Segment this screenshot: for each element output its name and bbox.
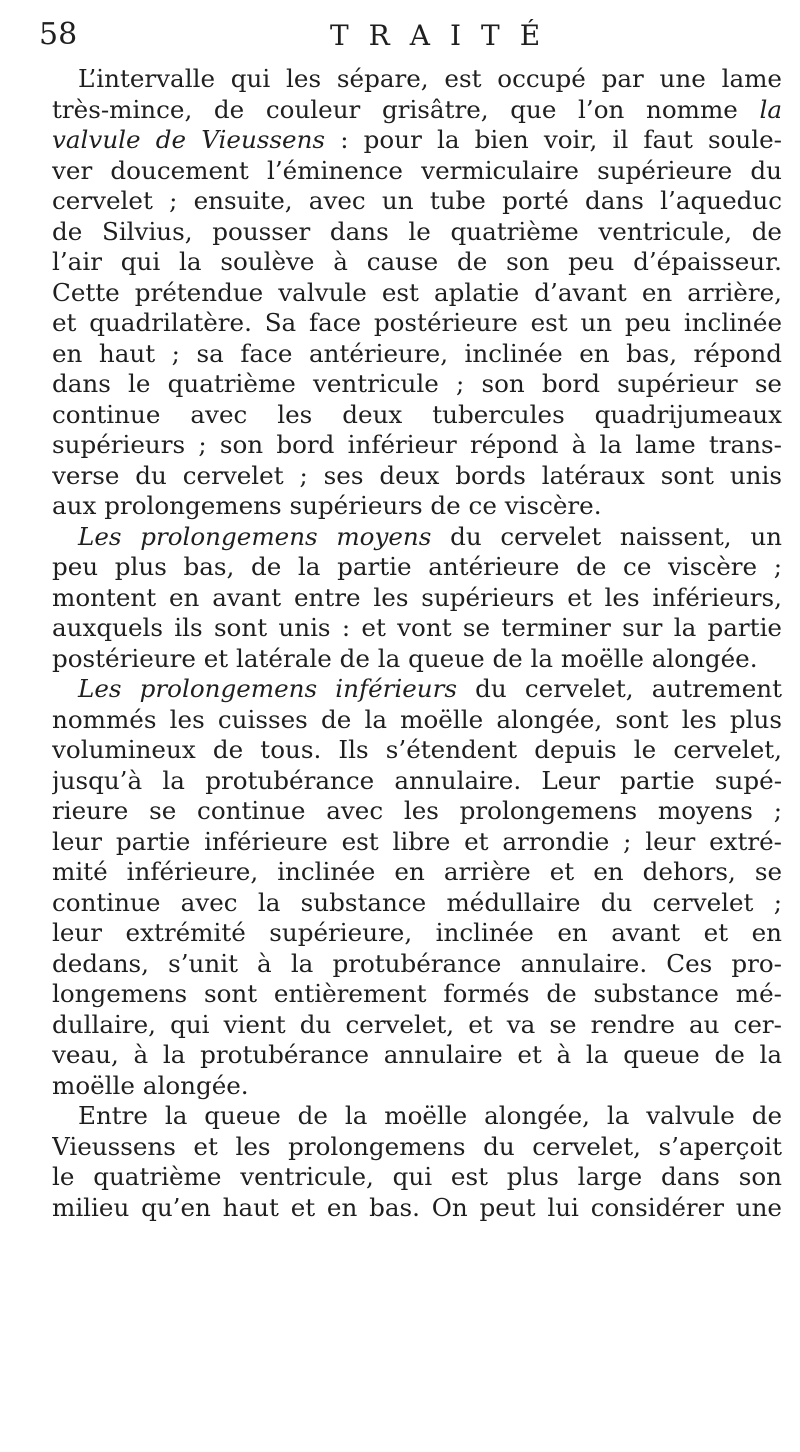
text-line: dans le quatrième ventricule ; son bord supérieur se bbox=[52, 369, 782, 398]
text-line: très-mince, de couleur grisâtre, que l’on nomme la bbox=[52, 94, 782, 124]
text-line: verse du cervelet ; ses deux bords latéraux sont unis bbox=[52, 460, 782, 490]
text-line: l’air qui la soulève à cause de son peu d’épaisseur. bbox=[52, 247, 782, 276]
text-line: veau, à la protubérance annulaire et à la queue de la bbox=[52, 1040, 782, 1069]
italic-term: Les prolongemens moyens bbox=[78, 521, 432, 551]
text-line: aux prolongemens supérieurs de ce viscère. bbox=[52, 491, 602, 520]
body-text bbox=[52, 64, 782, 1223]
text-line: le quatrième ventricule, qui est plus large dans son bbox=[52, 1162, 782, 1191]
italic-term: la bbox=[759, 94, 782, 124]
text-line: et quadrilatère. Sa face postérieure est un peu inclinée bbox=[52, 308, 782, 337]
text-line: peu plus bas, de la partie antérieure de ce viscère ; bbox=[52, 552, 782, 581]
text-line: valvule de Vieussens : pour la bien voir, il faut soule- bbox=[52, 125, 782, 154]
page-number: 58 bbox=[39, 17, 78, 52]
text-line: montent en avant entre les supérieurs et les inférieurs, bbox=[52, 582, 782, 612]
text-line: Les prolongemens inférieurs du cervelet, autrement bbox=[78, 674, 782, 703]
text-line: moëlle alongée. bbox=[52, 1070, 249, 1100]
text-line: L’intervalle qui les sépare, est occupé par une lame bbox=[78, 64, 782, 93]
paragraph bbox=[52, 64, 782, 522]
text-line: volumineux de tous. Ils s’étendent depuis le cervelet, bbox=[52, 735, 782, 764]
running-title: TRAITÉ bbox=[330, 19, 561, 52]
text-line: auxquels ils sont unis : et vont se terminer sur la partie bbox=[52, 613, 782, 642]
paragraph bbox=[52, 674, 782, 1101]
text-line: supérieurs ; son bord inférieur répond à la lame trans- bbox=[52, 430, 782, 459]
text-line: leur extrémité supérieure, inclinée en avant et en bbox=[52, 918, 782, 947]
text-line: Les prolongemens moyens du cervelet naissent, un bbox=[78, 521, 782, 551]
text-line: ver doucement l’éminence vermiculaire supérieure du bbox=[52, 155, 782, 185]
text-line: longemens sont entièrement formés de substance mé- bbox=[52, 979, 782, 1008]
text-line: Cette prétendue valvule est aplatie d’avant en arrière, bbox=[52, 277, 782, 307]
text-line: milieu qu’en haut et en bas. On peut lui considérer une bbox=[52, 1192, 782, 1222]
italic-term: valvule de Vieussens bbox=[52, 125, 326, 154]
text-line: dedans, s’unit à la protubérance annulaire. Ces pro- bbox=[52, 948, 782, 978]
text-line: en haut ; sa face antérieure, inclinée en bas, répond bbox=[52, 338, 782, 368]
text-line: cervelet ; ensuite, avec un tube porté dans l’aqueduc bbox=[52, 186, 782, 215]
text-line: continue avec les deux tubercules quadrijumeaux bbox=[52, 399, 782, 429]
text-line: continue avec la substance médullaire du cervelet ; bbox=[52, 887, 782, 917]
text-line: nommés les cuisses de la moëlle alongée, sont les plus bbox=[52, 704, 782, 734]
text-line: Vieussens et les prolongemens du cervelet, s’aperçoit bbox=[52, 1131, 782, 1161]
paragraph bbox=[52, 522, 782, 675]
text-line: jusqu’à la protubérance annulaire. Leur partie supé- bbox=[52, 765, 782, 795]
text-line: postérieure et latérale de la queue de la moëlle alongée. bbox=[52, 643, 758, 673]
text-line: rieure se continue avec les prolongemens moyens ; bbox=[52, 796, 782, 825]
paragraph bbox=[52, 1101, 782, 1223]
text-line: de Silvius, pousser dans le quatrième ventricule, de bbox=[52, 216, 782, 246]
text-line: leur partie inférieure est libre et arrondie ; leur extré- bbox=[52, 826, 782, 856]
text-line: Entre la queue de la moëlle alongée, la valvule de bbox=[78, 1101, 782, 1130]
text-line: dullaire, qui vient du cervelet, et va se rendre au cer- bbox=[52, 1009, 782, 1039]
italic-term: Les prolongemens inférieurs bbox=[78, 674, 458, 703]
text-line: mité inférieure, inclinée en arrière et en dehors, se bbox=[52, 857, 782, 886]
